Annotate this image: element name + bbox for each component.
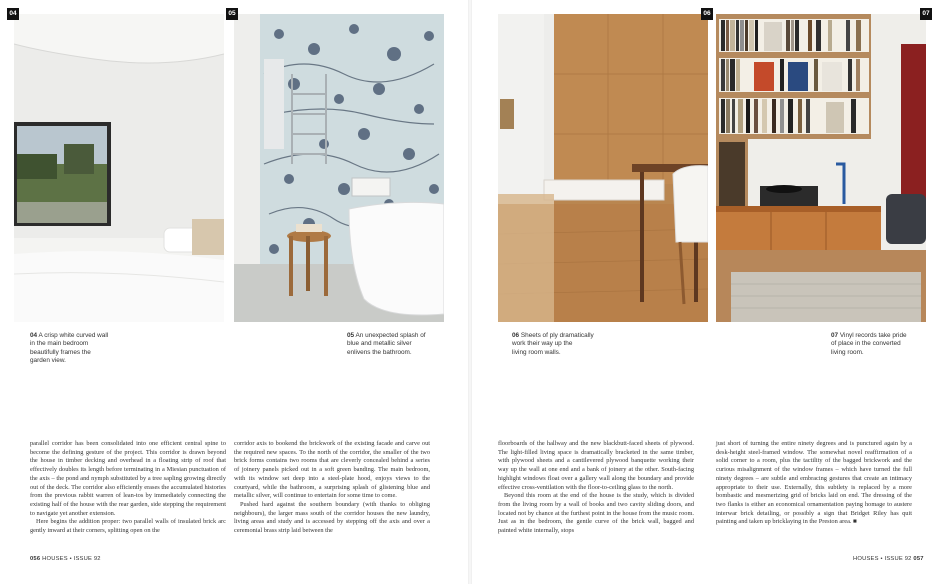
magazine-name: HOUSES — [853, 556, 879, 562]
caption-line: A crisp white curved wall — [38, 332, 109, 339]
photo-number-badge: 05 — [226, 8, 238, 20]
caption-line: living room walls. — [512, 348, 561, 356]
page-number: 056 — [30, 556, 41, 562]
body-column-3 — [498, 440, 694, 536]
caption-line: enlivens the bathroom. — [347, 348, 412, 356]
caption-line: of place in the converted — [831, 340, 901, 348]
caption-line: garden view. — [30, 356, 66, 364]
photo-bedroom — [14, 14, 224, 322]
body-column-1 — [30, 440, 226, 536]
caption-line: beautifully frames the — [30, 348, 91, 356]
caption-number: 05 — [347, 332, 355, 339]
caption-line: blue and metallic silver — [347, 340, 412, 348]
body-column-2 — [234, 440, 430, 536]
photo-record-shelves — [716, 14, 926, 322]
caption-number: 04 — [30, 332, 38, 339]
photo-plywood-living-room — [498, 14, 708, 322]
photo-number-badge: 07 — [920, 8, 932, 20]
body-paragraph: just short of turning the entire ninety degrees and is punctured again by a desk-height steel-framed window. The somewhat novel reaffirmation of a solid corner to a room, plus the tactility of the bagged brickwork and the curious misalignment of the window frames – which have turned the full ninety degrees – are subtle and embracing gestures that create an intimacy appropriate to their use. Externally, this subtlety is replaced by a more bombastic and mesmerizing grid of bricks laid on end. The dressing of the two flanks is either an economical ornamentation paying homage to austere interwar brick detailing, or possibly a sign that Bridget Riley has quit painting and taken up bricklaying in the Preston area. ■ — [716, 440, 912, 526]
caption-line: work their way up the — [512, 340, 573, 348]
caption-line: An unexpected splash of — [355, 332, 426, 339]
issue-number: ISSUE 92 — [73, 556, 101, 562]
caption-number: 07 — [831, 332, 839, 339]
caption-line: living room. — [831, 348, 864, 356]
photo-bathroom — [234, 14, 444, 322]
magazine-name: HOUSES — [42, 556, 68, 562]
body-paragraph: Beyond this room at the end of the house is the study, which is divided from the living room by a wall of books and two cavity sliding doors, and located not by chance at the furthest point in the house from the music room. Just as in the bedroom, the gentle curve of the brick wall, bagged and painted white internally, stops — [498, 492, 694, 535]
body-paragraph: floorboards of the hallway and the new blackbutt-faced sheets of plywood. The light-filled living space is dramatically bracketed in the same timber, with plywood sheets and a cantilevered plywood banquette working their way up the wall at one end and a bank of joinery at the other. South-facing highlight windows float over a gallery wall along the boundary and provide effective cross-ventilation with the floor-to-ceiling glass to the north. — [498, 440, 694, 491]
photo-number-badge: 04 — [7, 8, 19, 20]
page-number: 057 — [913, 556, 924, 562]
caption-line: Vinyl records take pride — [839, 332, 907, 339]
folio-right: HOUSES • ISSUE 92 057 — [853, 556, 924, 562]
body-paragraph: Pushed hard against the southern boundary (with thanks to obliging neighbours), the larger mass south of the corridor houses the new laundry, living areas and study and is accessed by stepping off the axis and over a ceremonial brass strip laid between the — [234, 500, 430, 535]
photo-caption — [347, 332, 447, 357]
issue-number: ISSUE 92 — [884, 556, 912, 562]
photo-caption — [30, 332, 130, 365]
photo-caption — [512, 332, 612, 357]
body-column-4 — [716, 440, 912, 527]
photo-number-badge: 06 — [701, 8, 713, 20]
body-paragraph: corridor axis to bookend the brickwork of the existing facade and carve out the required new spaces. To the north of the corridor, the smaller of the two brick forms contains two rooms that are cleverly concealed behind a series of joinery panels picked out in a soft green banding. The main bedroom, with its window set deep into a steel-plate hood, enjoys views to the courtyard, while the bathroom, a surprising splash of glistening blue and metallic silver, will continue to entertain for some time to come. — [234, 440, 430, 500]
caption-number: 06 — [512, 332, 520, 339]
body-paragraph: parallel corridor has been consolidated into one efficient central spine to become the defining gesture of the project. This corridor is drawn beyond the house in timber decking and overhead in a floating strip of roof that effectively doubles its length before terminating in a Miesian punctuation of the axis – the pond and nymph substituted by a tree sapling growing directly out of the deck. The corridor also efficiently erases the accumulated histories from the previous rabbit warren of lean-tos by immediately connecting the existing half of the house with the rear garden, side stepping the requirement to navigate yet another extension. — [30, 440, 226, 517]
caption-line: in the main bedroom — [30, 340, 89, 348]
folio-left: 056 HOUSES • ISSUE 92 — [30, 556, 101, 562]
photo-caption — [831, 332, 931, 357]
body-paragraph: Here begins the addition proper: two parallel walls of insulated brick arc gently inward at their corners, splitting open on the — [30, 518, 226, 535]
caption-line: Sheets of ply dramatically — [520, 332, 594, 339]
page-gutter — [468, 0, 472, 584]
